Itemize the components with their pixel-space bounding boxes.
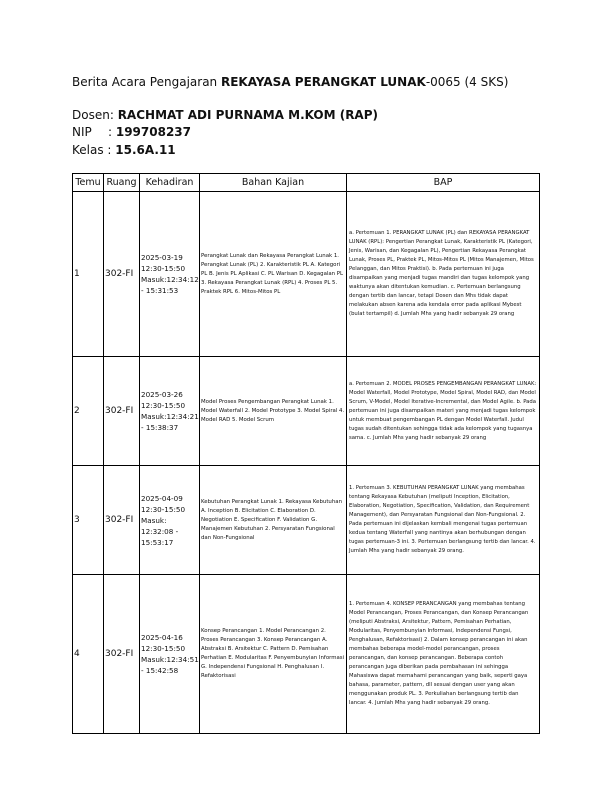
ruang-cell: 302-FI (104, 357, 140, 466)
kehadiran-cell: 2025-03-26 12:30-15:50 Masuk:12:34:21 - 15:38:37 (140, 357, 200, 466)
course-name: REKAYASA PERANGKAT LUNAK (220, 75, 426, 89)
table-row (73, 575, 540, 734)
bap-cell: a. Pertemuan 2. MODEL PROSES PENGEMBANGAN PERANGKAT LUNAK: Model Waterfall, Model Prototype, Model Spiral, Model RAD, dan Model Scrum, V-Model, Model Iterative-Incremental, dan Model Agile. b. Pada pertemuan ini juga disampaikan materi yang menjadi tugas kelompok untuk membuat pengembangan PL dengan Model Waterfall. Judul tugas sudah ditentukan sehingga tidak ada kelompok yang tugasnya sama. c. Jumlah Mhs yang hadir sebanyak 29 orang (347, 357, 540, 466)
ruang-cell: 302-FI (104, 192, 140, 357)
header-bahan-kajian: Bahan Kajian (200, 174, 347, 192)
document-title (72, 75, 508, 89)
title-prefix: Berita Acara Pengajaran (72, 75, 221, 89)
kehadiran-cell: 2025-04-16 12:30-15:50 Masuk:12:34:51 - 15:42:58 (140, 575, 200, 734)
temu-cell: 4 (73, 575, 104, 734)
bap-cell: a. Pertemuan 1. PERANGKAT LUNAK (PL) dan REKAYASA PERANGKAT LUNAK (RPL): Pengertian Perangkat Lunak, Karakteristik PL (Kategori, Jenis, Warisan, dan Kegagalan PL), Pengertian Rekayasa Perangkat Lunak, Proses PL, Praktek PL, Mitos-Mitos PL (Mitos Manajemen, Mitos Pelanggan, dan Mitos Praktisi). b. Pada pertemuan ini juga disampaikan yang menjadi tugas mandiri dan tugas kelompok yang waktunya akan ditentukan kemudian. c. Pertemuan berlangsung dengan tertib dan lancar, tetapi Dosen dan Mhs tidak dapat melakukan absen karena ada kendala error pada aplikasi Mybest (bulat tertampil) d. Jumlah Mhs yang hadir sebanyak 29 orang (347, 192, 540, 357)
teaching-record-table (72, 173, 540, 734)
table-row (73, 192, 540, 357)
bahan-kajian-cell: Kebutuhan Perangkat Lunak 1. Rekayasa Kebutuhan A. Inception B. Elicitation C. Elaboration D. Negotiation E. Specification F. Validation G. Manajemen Kebutuhan 2. Persyaratan Fungsional dan Non-Fungsional (200, 466, 347, 575)
temu-cell: 3 (73, 466, 104, 575)
nip-value: 199708237 (115, 125, 192, 139)
bahan-kajian-cell: Perangkat Lunak dan Rekayasa Perangkat Lunak 1. Perangkat Lunak (PL) 2. Karakteristik PL A. Kategori PL B. Jenis PL Aplikasi C. PL Warisan D. Kegagalan PL 3. Rekayasa Perangkat Lunak (RPL) 4. Proses PL 5. Praktek RPL 6. Mitos-Mitos PL (200, 192, 347, 357)
table-row (73, 357, 540, 466)
header-bap: BAP (347, 174, 540, 192)
class-line (72, 143, 176, 157)
kelas-value: 15.6A.11 (115, 143, 176, 157)
header-kehadiran: Kehadiran (140, 174, 200, 192)
course-code-sks: -0065 (4 SKS) (425, 75, 509, 89)
temu-cell: 1 (73, 192, 104, 357)
kelas-label: Kelas : (72, 143, 116, 157)
header-temu: Temu (73, 174, 104, 192)
dosen-label: Dosen: (72, 108, 118, 122)
lecturer-name: RACHMAT ADI PURNAMA M.KOM (RAP) (117, 108, 379, 122)
nip-label: NIP (72, 125, 92, 139)
kehadiran-cell: 2025-03-19 12:30-15:50 Masuk:12:34:12 - 15:31:53 (140, 192, 200, 357)
bap-cell: 1. Pertemuan 4. KONSEP PERANCANGAN yang membahas tentang Model Perancangan, Proses Perancangan, dan Konsep Perancangan (meliputi Abstraksi, Arsitektur, Pattern, Pemisahan Perhatian, Modularitas, Penyembunyian Informasi, Independensi Fungsi, Penghalusan, Refaktorisasi) 2. Dalam konsep perancangan ini akan membahas beberapa model-model perancangan, proses perancangan, dan konsep perancangan. Beberapa contoh perancangan juga diberikan pada pembahasan ini sehingga Mahasiswa dapat memahami perancangan yang baik, seperti gaya bahasa, parameter, pattern, dll sesuai dengan user yang akan menggunakan produk PL. 3. Perkuliahan berlangsung tertib dan lancar. 4. Jumlah Mhs yang hadir sebanyak 29 orang. (347, 575, 540, 734)
ruang-cell: 302-FI (104, 466, 140, 575)
bahan-kajian-cell: Model Proses Pengembangan Perangkat Lunak 1. Model Waterfall 2. Model Prototype 3. Model Spiral 4. Model RAD 5. Model Scrum (200, 357, 347, 466)
bahan-kajian-cell: Konsep Perancangan 1. Model Perancangan 2. Proses Perancangan 3. Konsep Perancangan A. Abstraksi B. Arsitektur C. Pattern D. Pemisahan Perhatian E. Modularitas F. Penyembunyian Informasi G. Independensi Fungsional H. Penghalusan I. Refaktorisasi (200, 575, 347, 734)
nip-separator: : (108, 125, 116, 139)
nip-line (72, 125, 191, 139)
bap-cell: 1. Pertemuan 3. KEBUTUHAN PERANGKAT LUNAK yang membahas tentang Rekayasa Kebutuhan (meliputi Inception, Elicitation, Elaboration, Negotiation, Specification, Validation, dan Requirement Management), dan Persyaratan Fungsional dan Non-Fungsional. 2. Pada pertemuan ini dijelaskan kembali mengenai tugas pertemuan kedua tentang Waterfall yang nantinya akan berhubungan dengan tugas pertemuan-3 ini. 3. Pertemuan berlangsung tertib dan lancar. 4. Jumlah Mhs yang hadir sebanyak 29 orang. (347, 466, 540, 575)
temu-cell: 2 (73, 357, 104, 466)
table-header-row (73, 174, 540, 192)
lecturer-line (72, 108, 378, 122)
ruang-cell: 302-FI (104, 575, 140, 734)
header-ruang: Ruang (104, 174, 140, 192)
table-row (73, 466, 540, 575)
kehadiran-cell: 2025-04-09 12:30-15:50 Masuk: 12:32:08 - 15:53:17 (140, 466, 200, 575)
